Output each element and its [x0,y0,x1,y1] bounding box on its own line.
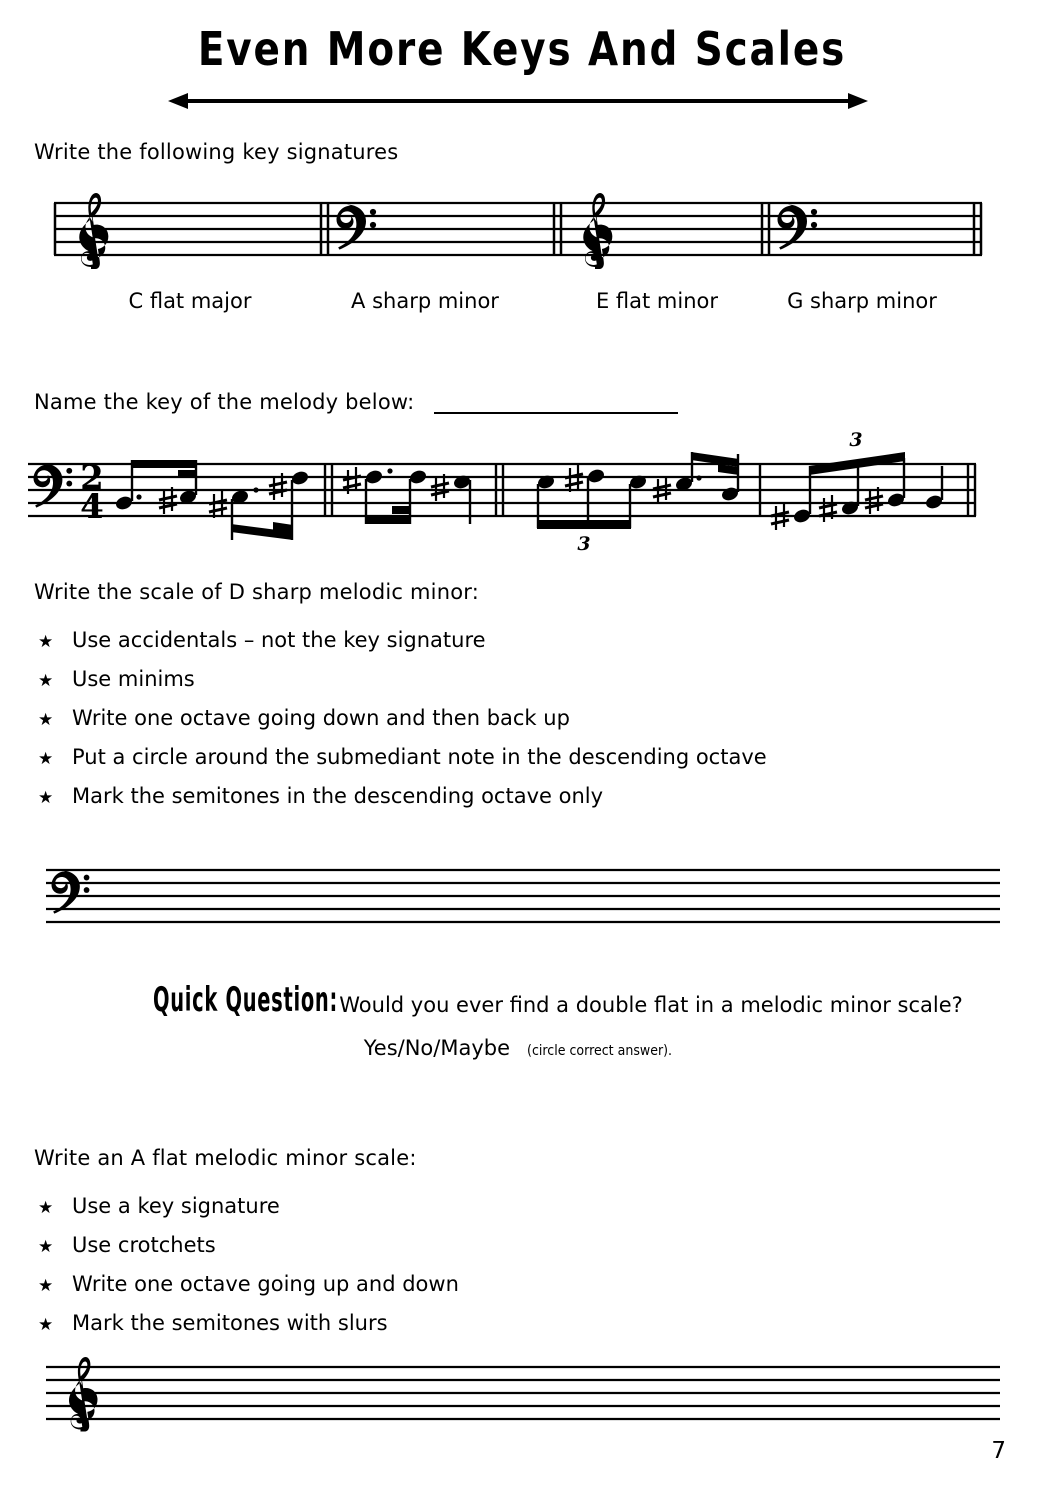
key-label-2: A sharp minor [351,289,499,313]
quick-question-label: Quick Question: [153,980,339,1020]
a-flat-scale-prompt: Write an A flat melodic minor scale: [34,1146,417,1170]
quick-question-text: Would you ever find a double flat in a melodic minor scale? [339,993,963,1017]
star-bullet-icon: ★ [38,1276,54,1296]
key-signatures-prompt: Write the following key signatures [34,140,399,164]
key-label-3: E flat minor [595,289,719,313]
note [586,468,606,528]
star-bullet-icon: ★ [38,788,54,808]
treble-clef-icon [583,193,612,269]
list-item-label: Use a key signature [72,1194,280,1218]
page-title: Even More Keys And Scales [197,22,847,76]
d-sharp-scale-prompt: Write the scale of D sharp melodic minor: [34,580,479,604]
list-item-label: Mark the semitones with slurs [72,1311,388,1335]
time-signature-denominator: 4 [80,487,104,527]
d-sharp-answer-stave[interactable] [34,858,1004,928]
d-sharp-scale-instructions [38,628,767,823]
melody-stave[interactable] [18,429,988,555]
list-item [38,628,767,667]
note [628,474,648,528]
a-flat-scale-instructions [38,1194,459,1350]
accidental-sharp [565,465,583,492]
quick-question-options[interactable]: Yes/No/Maybe [363,1036,511,1060]
list-item-label: Put a circle around the submediant note in the descending octave [72,745,767,769]
page-number: 7 [991,1438,1006,1464]
name-key-prompt: Name the key of the melody below: [34,390,415,414]
star-bullet-icon: ★ [38,632,54,652]
treble-clef-icon [69,1357,98,1432]
list-item [38,745,767,784]
star-bullet-icon: ★ [38,1315,54,1335]
time-signature [80,458,104,527]
quick-question-line-2 [0,1036,1044,1060]
note [536,474,556,528]
note [886,458,906,508]
title-divider-arrow [168,90,868,112]
list-item-label: Use minims [72,667,195,691]
list-item-label: Use accidentals – not the key signature [72,628,486,652]
list-item [38,784,767,823]
time-signature-numerator: 2 [80,458,104,498]
star-bullet-icon: ★ [38,1198,54,1218]
accidental-sharp [209,491,227,518]
name-key-answer-field[interactable] [434,412,678,414]
accidental-sharp [819,495,837,522]
list-item-label: Write one octave going down and then back up [72,706,570,730]
key-label-1: C flat major [128,289,252,313]
quick-question-instruction: (circle correct answer). [527,1043,673,1059]
bass-clef-icon [34,464,73,508]
a-flat-answer-stave[interactable] [34,1345,1004,1440]
list-item [38,706,767,745]
bass-clef-icon [52,870,90,913]
list-item [38,1272,459,1311]
note [924,466,944,510]
list-item [38,1233,459,1272]
note [792,466,812,524]
list-item-label: Use crotchets [72,1233,216,1257]
quick-question-block [0,980,1044,1060]
list-item-label: Write one octave going up and down [72,1272,459,1296]
list-item-label: Mark the semitones in the descending octave only [72,784,604,808]
treble-clef-icon [79,193,108,269]
note [290,470,310,540]
star-bullet-icon: ★ [38,1237,54,1257]
star-bullet-icon: ★ [38,749,54,769]
star-bullet-icon: ★ [38,671,54,691]
tuplet-number: 3 [849,429,863,451]
list-item [38,667,767,706]
quick-question-line-1 [0,980,1044,1020]
tuplet-number: 3 [577,533,591,555]
key-signature-labels [0,289,1044,319]
key-signature-staves[interactable] [34,185,994,280]
key-label-4: G sharp minor [787,289,937,313]
list-item [38,1194,459,1233]
star-bullet-icon: ★ [38,710,54,730]
